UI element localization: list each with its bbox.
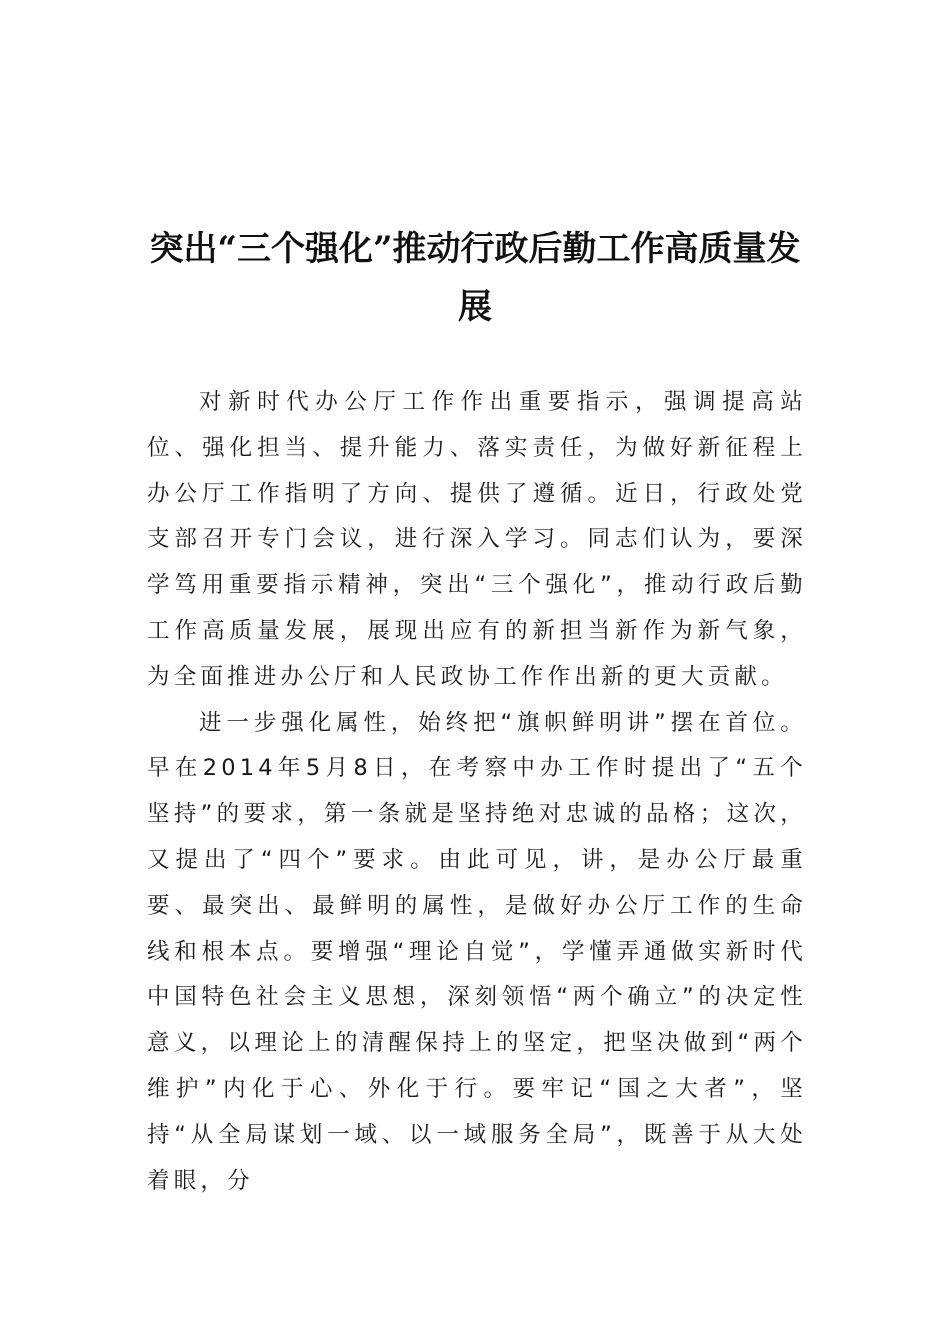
paragraph-1: 对新时代办公厅工作作出重要指示，强调提高站位、强化担当、提升能力、落实责任，为做好新征程上办公厅工作指明了方向、提供了遵循。近日，行政处党支部召开专门会议，进行深入学习。同志们认为，要深学笃用重要指示精神，突出“三个强化”，推动行政后勤工作高质量发展，展现出应有的新担当新作为新气象，为全面推进办公厅和人民政协工作作出新的更大贡献。	[147, 389, 807, 690]
document-body	[147, 380, 807, 1204]
document-title: 突出“三个强化”推动行政后勤工作高质量发展	[149, 229, 801, 327]
paragraph-2: 进一步强化属性，始终把“旗帜鲜明讲”摆在首位。早在2014年5月8日，在考察中办工作时提出了“五个坚持”的要求，第一条就是坚持绝对忠诚的品格；这次，又提出了“四个”要求。由此可见，讲，是办公厅最重要、最突出、最鲜明的属性，是做好办公厅工作的生命线和根本点。要增强“理论自觉”，学懂弄通做实新时代中国特色社会主义思想，深刻领悟“两个确立”的决定性意义，以理论上的清醒保持上的坚定，把坚决做到“两个维护”内化于心、外化于行。要牢记“国之大者”，坚持“从全局谋划一域、以一域服务全局”，既善于从大处着眼，分	[147, 709, 807, 1194]
